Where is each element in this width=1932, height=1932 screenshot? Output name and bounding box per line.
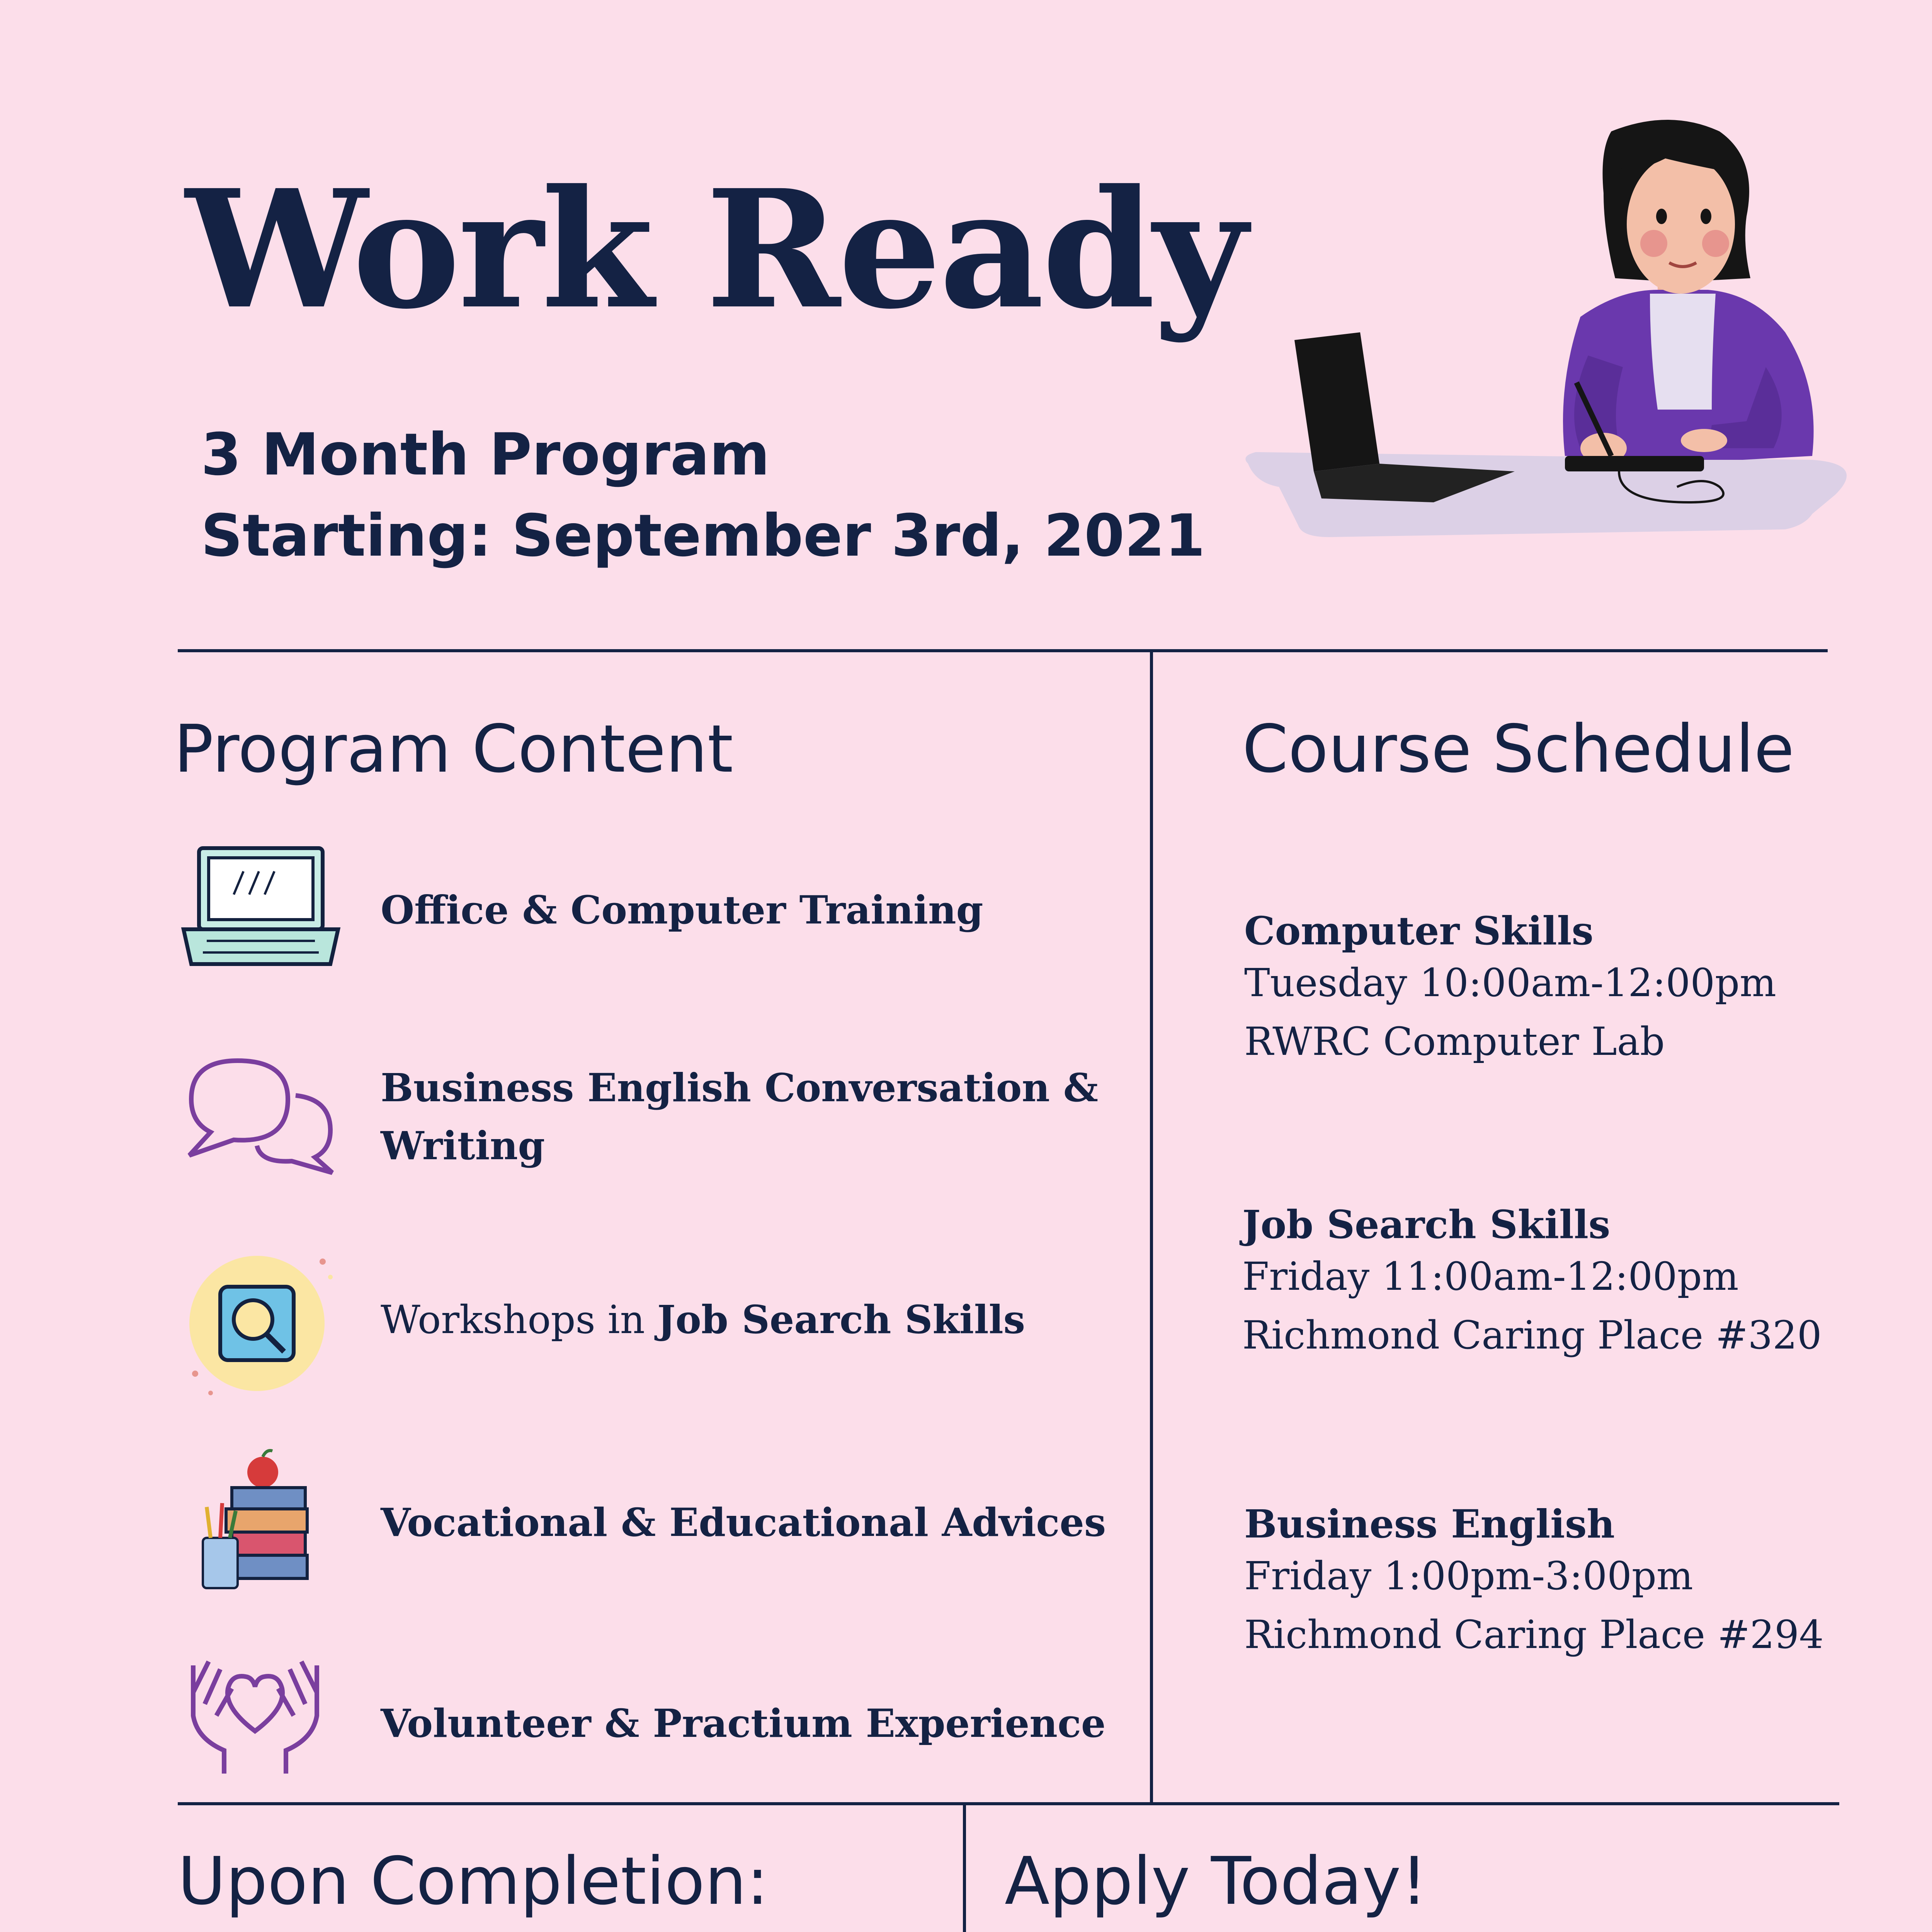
apply-heading: Apply Today! (1005, 1843, 1427, 1920)
content-item-english-line2: Writing (381, 1123, 545, 1168)
chat-bubbles-icon (180, 1053, 342, 1177)
schedule-place: Richmond Caring Place #294 (1244, 1612, 1824, 1657)
heart-hands-icon (182, 1654, 328, 1777)
content-item-volunteer: Volunteer & Practium Experience (381, 1701, 1106, 1746)
start-date: Starting: September 3rd, 2021 (201, 502, 1205, 570)
page-title: Work Ready (185, 155, 1245, 345)
magnifier-icon (184, 1246, 338, 1401)
schedule-title: Job Search Skills (1242, 1202, 1611, 1247)
content-item-job-search (381, 1291, 1025, 1349)
laptop-icon (176, 844, 346, 972)
schedule-business-english (1244, 1501, 1824, 1664)
content-item-job-search-bold: Job Search Skills (657, 1297, 1026, 1342)
divider-middle (178, 1802, 1839, 1805)
course-schedule-heading: Course Schedule (1242, 711, 1794, 787)
content-item-job-search-prefix: Workshops in (381, 1297, 657, 1342)
schedule-time: Friday 11:00am-12:00pm (1242, 1254, 1739, 1299)
program-content-heading: Program Content (174, 711, 733, 787)
schedule-time: Friday 1:00pm-3:00pm (1244, 1553, 1693, 1599)
content-item-vocational: Vocational & Educational Advices (381, 1500, 1106, 1545)
schedule-time: Tuesday 10:00am-12:00pm (1244, 960, 1776, 1005)
content-item-english (381, 1059, 1098, 1175)
content-item-computer: Office & Computer Training (381, 887, 983, 933)
divider-vertical-bottom (963, 1802, 966, 1932)
completion-heading: Upon Completion: (178, 1843, 769, 1920)
divider-vertical-top (1150, 649, 1153, 1804)
schedule-title: Business English (1244, 1501, 1615, 1547)
schedule-computer-skills (1244, 908, 1776, 1071)
schedule-job-search (1242, 1202, 1822, 1365)
books-apple-icon (195, 1449, 319, 1596)
schedule-place: RWRC Computer Lab (1244, 1019, 1665, 1064)
program-duration: 3 Month Program (201, 421, 770, 488)
divider-top (178, 649, 1828, 652)
schedule-title: Computer Skills (1244, 908, 1594, 954)
content-item-english-line1: Business English Conversation & (381, 1065, 1099, 1111)
woman-laptop-illustration (1233, 116, 1866, 618)
schedule-place: Richmond Caring Place #320 (1242, 1313, 1822, 1358)
